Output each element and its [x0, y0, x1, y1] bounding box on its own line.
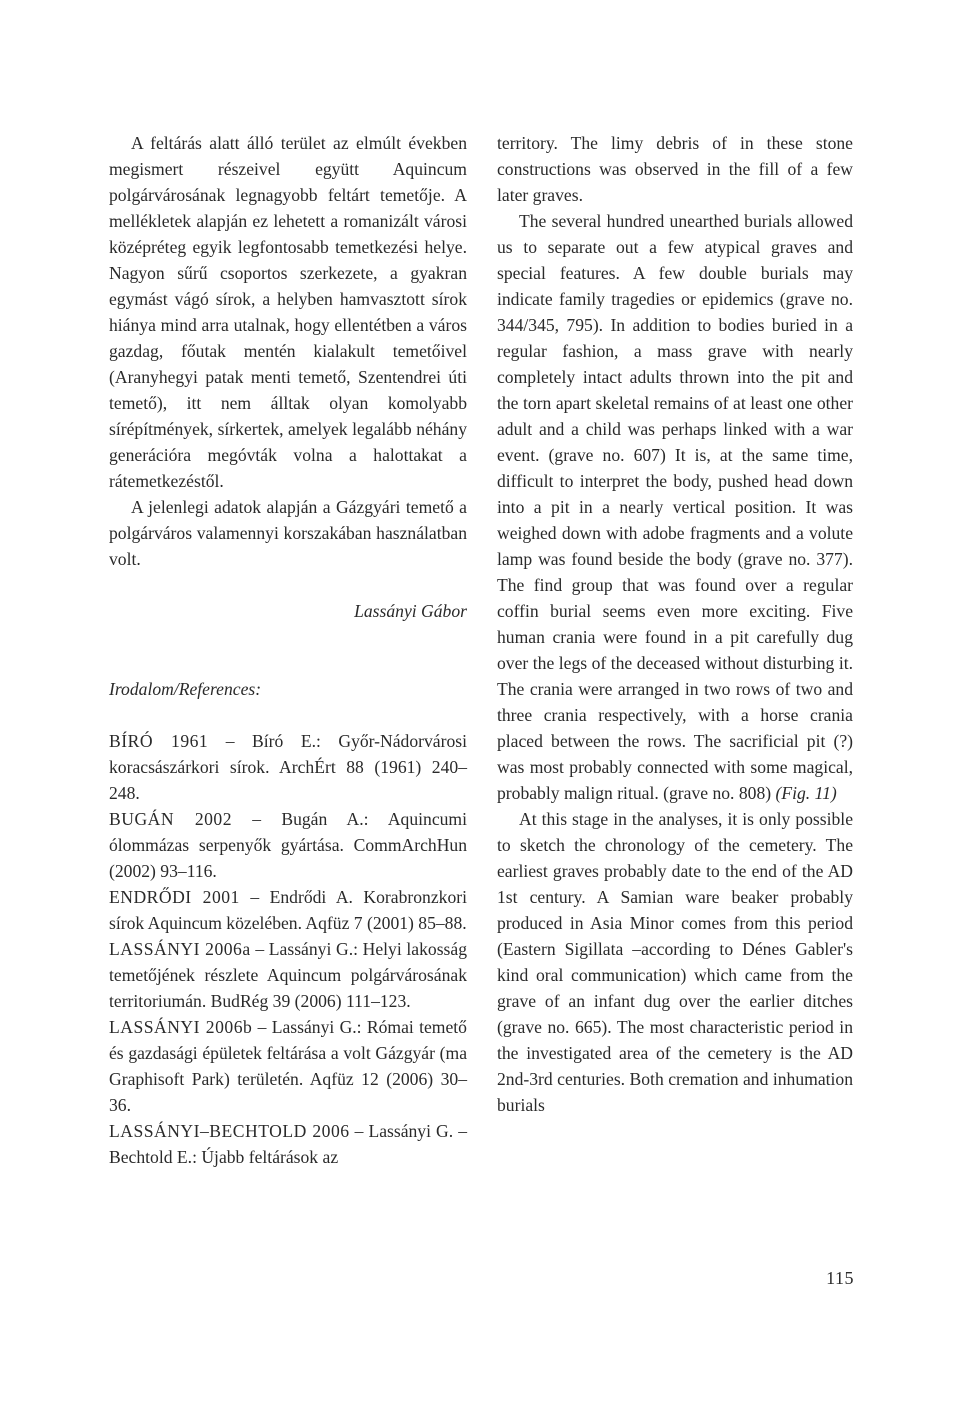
reference-entry: [109, 728, 467, 806]
reference-key: BÍRÓ 1961: [109, 731, 209, 751]
reference-key: LASSÁNYI 2006b: [109, 1017, 253, 1037]
body-paragraph: territory. The limy debris of in these stone constructions was observed in the fill of a few later graves.: [497, 133, 853, 205]
page-number: 115: [826, 1268, 854, 1288]
body-paragraph: A feltárás alatt álló terület az elmúlt években megismert részeivel együtt Aquincum polgárvárosának legnagyobb feltárt temetője. A mellékletek alapján ez lehetett a romanizált városi középréteg egyik legfontosabb temetkezési helye. Nagyon sűrű csoportos szerkezete, a gyakran egymást vágó sírok, a helyben hamvasztott sírok hiánya mind arra utalnak, hogy ellentétben a város gazdag, főutak mentén kialakult temetőivel (Aranyhegyi patak menti temető, Szentendrei úti temető), itt nem álltak olyan komolyabb sírépítmények, sírkertek, amelyek legalább néhány generációra megóvták volna a halottakat a rátemetkezéstől.: [109, 133, 467, 491]
reference-text: – Lassányi G.: Római temető és gazdasági épületek feltárása a volt Gázgyár (ma Graphisoft Park) területén. Aqfüz 12 (2006) 30–36.: [109, 1017, 467, 1115]
reference-key: ENDRŐDI 2001: [109, 887, 240, 907]
figure-reference: (Fig. 11): [775, 783, 837, 803]
reference-key: BUGÁN 2002: [109, 809, 233, 829]
author-signature: Lassányi Gábor: [354, 601, 467, 621]
reference-key: LASSÁNYI–BECHTOLD 2006: [109, 1121, 350, 1141]
reference-entry: [109, 884, 467, 936]
reference-text: – Endrődi A. Korabronzkori sírok Aquincum közelében. Aqfüz 7 (2001) 85–88.: [109, 887, 467, 933]
reference-text: – Lassányi G. – Bechtold E.: Újabb feltárások az: [109, 1121, 467, 1167]
right-column: [497, 130, 853, 1118]
reference-text: – Lassányi G.: Helyi lakosság temetőjének részlete Aquincum polgárvárosának territoriumán. BudRég 39 (2006) 111–123.: [109, 939, 467, 1011]
reference-text: – Bugán A.: Aquincumi ólommázas serpenyők gyártása. CommArchHun (2002) 93–116.: [109, 809, 467, 881]
body-paragraph: A jelenlegi adatok alapján a Gázgyári temető a polgárváros valamennyi korszakában használatban volt.: [109, 497, 467, 569]
references-heading: Irodalom/References:: [109, 679, 262, 699]
paragraph-text: The several hundred unearthed burials allowed us to separate out a few atypical graves and special features. A few double burials may indicate family tragedies or epidemics (grave no. 344/345, 795). In addition to bodies buried in a regular fashion, a mass grave with nearly completely intact adults thrown into the pit and the torn apart skeletal remains of at least one other adult and a child was perhaps linked with a war event. (grave no. 607) It is, at the same time, difficult to interpret the body, pushed head down into a pit in a nearly vertical position. It was weighed down with adobe fragments and a volute lamp was found beside the body (grave no. 377). The find group that was found over a regular coffin burial seems even more exciting. Five human crania were found in a pit carefully dug over the legs of the deceased without disturbing it. The crania were arranged in two rows of two and three crania respectively, with a horse crania placed between the rows. The sacrificial pit (?) was most probably connected with some magical, probably malign ritual. (grave no. 808): [497, 211, 853, 803]
reference-key: LASSÁNYI 2006a: [109, 939, 251, 959]
left-column: [109, 130, 467, 1170]
reference-entry: [109, 1014, 467, 1118]
reference-list: [109, 728, 467, 1170]
body-paragraph: At this stage in the analyses, it is only possible to sketch the chronology of the cemetery. The earliest graves probably date to the end of the AD 1st century. A Samian ware beaker probably produced in Asia Minor comes from this period (Eastern Sigillata –according to Dénes Gabler's kind oral communication) which came from the grave of an infant dug over the earlier ditches (grave no. 665). The most characteristic period in the investigated area of the cemetery is the AD 2nd-3rd centuries. Both cremation and inhumation burials: [497, 809, 853, 1115]
body-paragraph: [497, 208, 853, 806]
reference-entry: [109, 1118, 467, 1170]
reference-entry: [109, 936, 467, 1014]
reference-text: – Bíró E.: Győr-Nádorvárosi koracsászárkori sírok. ArchÉrt 88 (1961) 240–248.: [109, 731, 467, 803]
reference-entry: [109, 806, 467, 884]
